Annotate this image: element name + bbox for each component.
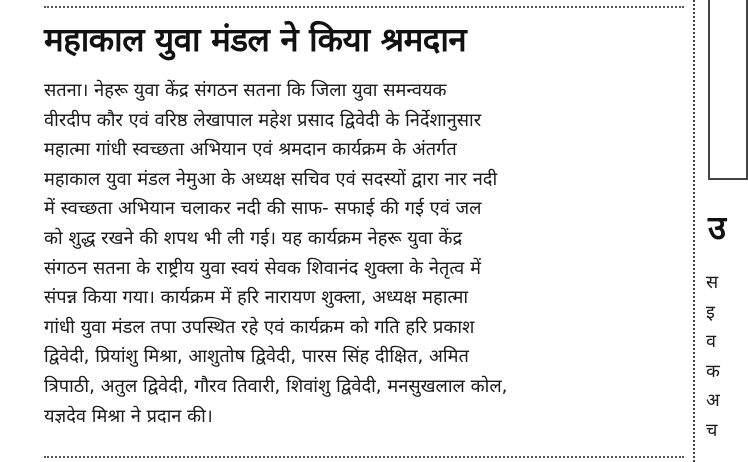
adjacent-text-line: व <box>706 331 717 353</box>
top-dotted-rule <box>44 6 684 8</box>
article-body-line: सतना। नेहरू युवा केंद्र संगठन सतना कि जिला युवा समन्वयक <box>44 80 447 101</box>
adjacent-text-line: इ <box>706 301 715 323</box>
adjacent-text-line: अ <box>706 390 720 412</box>
article-body-line: संपन्न किया गया। कार्यक्रम में हरि नारायण शुक्ला, अध्यक्ष महात्मा <box>44 287 469 309</box>
adjacent-column <box>698 0 727 462</box>
adjacent-text-line: क <box>706 360 720 382</box>
article-body-line: को शुद्ध रखने की शपथ भी ली गई। यह कार्यक्रम नेहरू युवा केंद्र <box>44 227 463 249</box>
article-body-line: त्रिपाठी, अतुल द्विवेदी, गौरव तिवारी, शिवांशु द्विवेदी, मनसुखलाल कोल, <box>44 375 508 397</box>
article-headline: महाकाल युवा मंडल ने किया श्रमदान <box>44 20 467 59</box>
article-body-line: महाकाल युवा मंडल नेमुआ के अध्यक्ष सचिव एवं सदस्यों द्वारा नार नदी <box>44 168 498 190</box>
article-body-line: द्विवेदी, प्रियांशु मिश्रा, आशुतोष द्विवेदी, पारस सिंह दीक्षित, अमित <box>44 346 469 368</box>
adjacent-headline-fragment: उ <box>708 208 727 247</box>
article-body-line: गांधी युवा मंडल तपा उपस्थित रहे एवं कार्यक्रम को गति हरि प्रकाश <box>44 316 475 338</box>
article-body-line: संगठन सतना के राष्ट्रीय युवा स्वयं सेवक शिवानंद शुक्ला के नेतृत्व में <box>44 257 481 279</box>
adjacent-text <box>706 268 720 446</box>
news-article <box>44 14 684 431</box>
article-body-line: महात्मा गांधी स्वच्छता अभियान एवं श्रमदान कार्यक्रम के अंतर्गत <box>44 139 457 161</box>
column-divider <box>693 0 695 462</box>
article-body-line: वीरदीप कौर एवं वरिष्ठ लेखापाल महेश प्रसाद द्विवेदी के निर्देशानुसार <box>44 109 482 131</box>
article-body <box>44 76 684 431</box>
article-body-line: में स्वच्छता अभियान चलाकर नदी की साफ- सफाई की गई एवं जल <box>44 198 482 220</box>
adjacent-text-line: स <box>706 272 719 293</box>
adjacent-boxed-item <box>708 0 748 180</box>
adjacent-text-line: च <box>706 419 718 441</box>
bottom-dotted-rule <box>44 456 684 458</box>
article-body-line: यज्ञदेव मिश्रा ने प्रदान की। <box>44 405 213 427</box>
